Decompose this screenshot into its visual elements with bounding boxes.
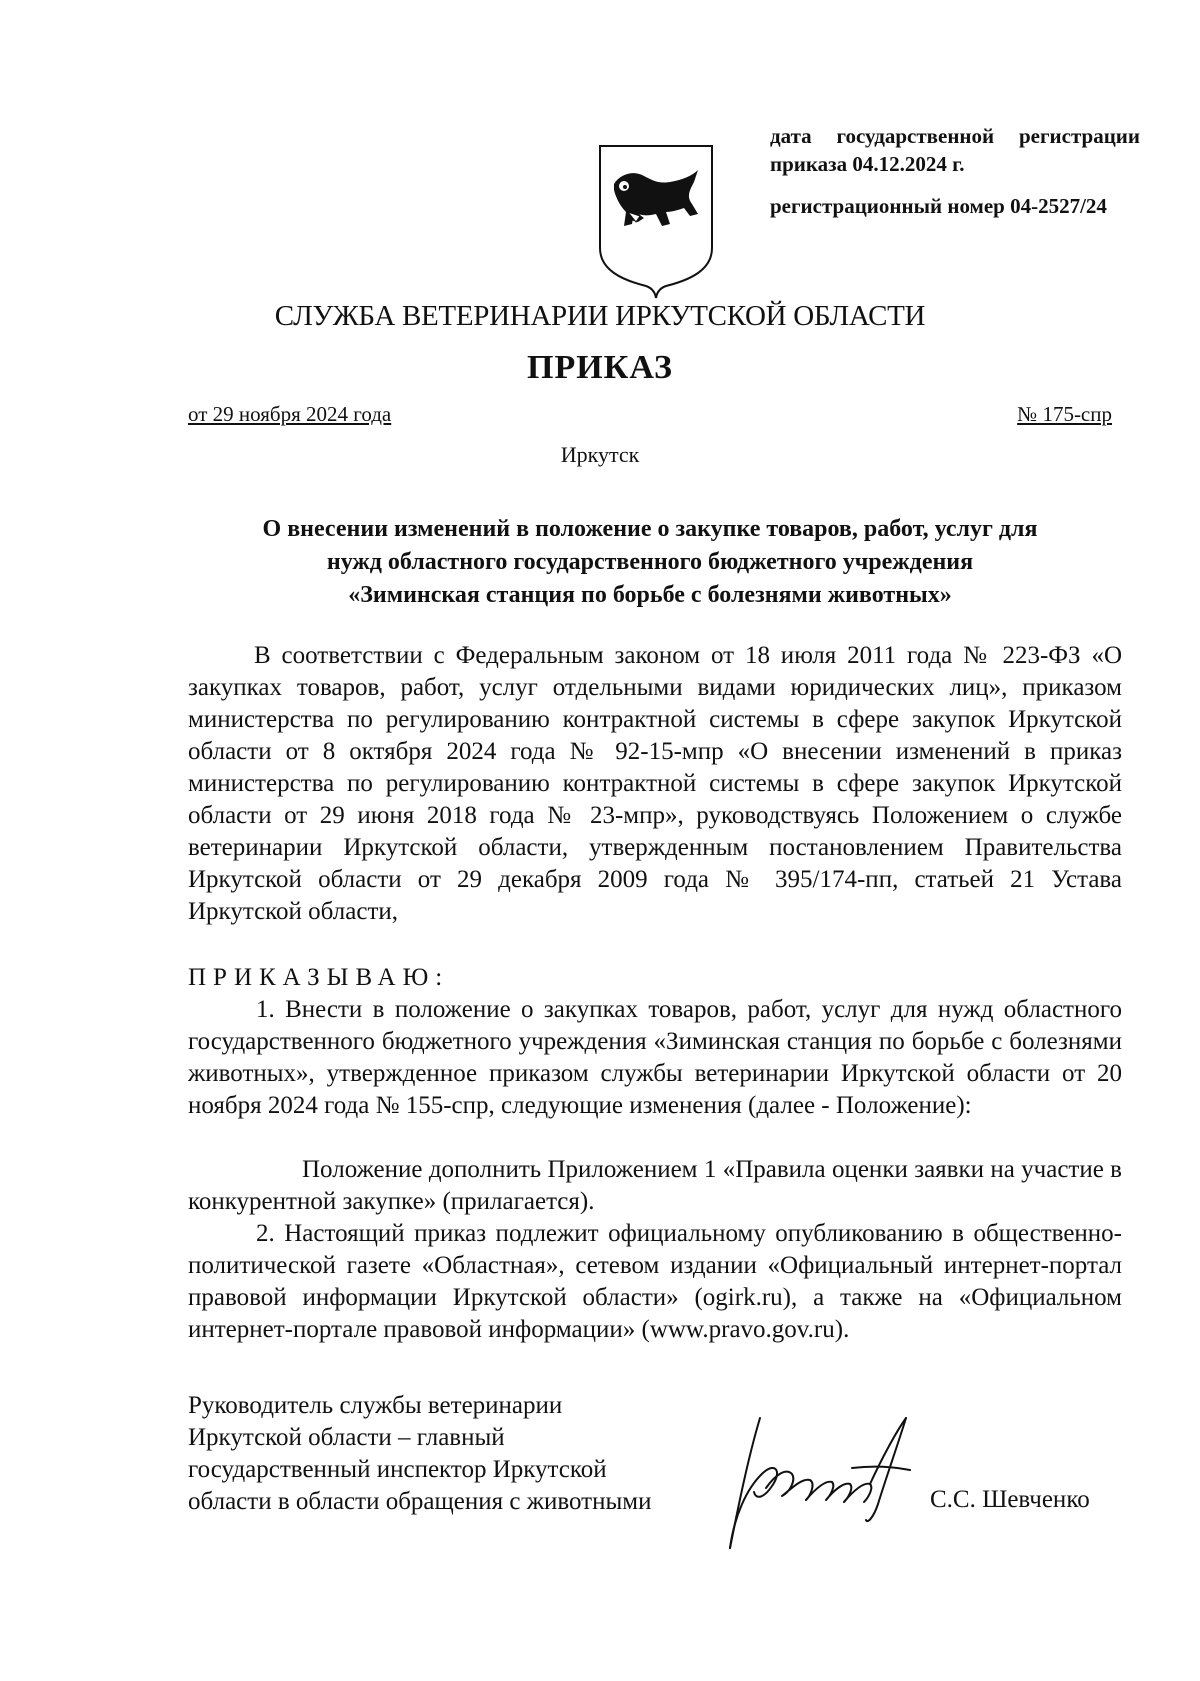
registration-date-label: дата государственной регистрации	[770, 124, 1140, 148]
signer-position-line-3: государственный инспектор Иркутской	[188, 1456, 607, 1483]
signer-name: С.С. Шевченко	[930, 1486, 1090, 1513]
document-type: ПРИКАЗ	[527, 349, 673, 386]
subject-line-1: О внесении изменений в положение о закупке товаров, работ, услуг для	[262, 516, 1038, 542]
order-item-1-text: 1. Внести в положение о закупках товаров, работ, услуг для нужд областного государственного бюджетного учреждения «Зиминская станция по борьбе с болезнями животных», утвержденное приказом службы ветеринарии Иркутской области от 20 ноября 2024 года № 155-спр, следующие изменения (далее - Положение):	[188, 996, 1122, 1119]
order-item-2-text: 2. Настоящий приказ подлежит официальному опубликованию в общественно-политической газете «Областная», сетевом издании «Официальный интернет-портал правовой информации Иркутской области» (ogirk.ru), а также на «Официальном интернет-портале правовой информации» (www.pravo.gov.ru).	[188, 1220, 1122, 1343]
decree-word: ПРИКАЗЫВАЮ:	[188, 964, 450, 991]
handwritten-signature-icon	[720, 1408, 930, 1558]
registration-order-date: приказа 04.12.2024 г.	[770, 152, 965, 176]
signer-position	[188, 1390, 708, 1518]
order-item-1-addition	[188, 1154, 1122, 1218]
subject-line-3: «Зиминская станция по борьбе с болезнями животных»	[348, 582, 952, 608]
order-item-1-addition-text: Положение дополнить Приложением 1 «Правила оценки заявки на участие в конкурентной закупке» (прилагается).	[188, 1156, 1122, 1215]
order-date: от 29 ноября 2024 года	[188, 402, 392, 426]
order-subject	[180, 513, 1120, 612]
order-item-1	[188, 994, 1122, 1122]
irkutsk-coat-of-arms-icon	[594, 140, 718, 300]
preamble-text: В соответствии с Федеральным законом от 18 июля 2011 года № 223-ФЗ «О закупках товаров, работ, услуг отдельными видами юридических лиц», приказом министерства по регулированию контрактной системы в сфере закупок Иркутской области от 8 октября 2024 года № 92-15-мпр «О внесении изменений в приказ министерства по регулированию контрактной системы в сфере закупок Иркутской области от 29 июня 2018 года № 23-мпр», руководствуясь Положением о службе ветеринарии Иркутской области, утвержденным постановлением Правительства Иркутской области от 29 декабря 2009 года № 395/174-пп, статьей 21 Устава Иркутской области,	[188, 642, 1122, 925]
signer-position-line-4: области в области обращения с животными	[188, 1488, 652, 1515]
order-city: Иркутск	[560, 442, 640, 467]
signer-position-line-1: Руководитель службы ветеринарии	[188, 1392, 563, 1419]
subject-line-2: нужд областного государственного бюджетного учреждения	[326, 549, 974, 575]
order-number: № 175-спр	[1017, 402, 1112, 426]
registration-stamp	[770, 122, 1140, 220]
order-item-2	[188, 1218, 1122, 1346]
organization-name: СЛУЖБА ВЕТЕРИНАРИИ ИРКУТСКОЙ ОБЛАСТИ	[274, 300, 926, 332]
preamble	[188, 640, 1122, 928]
registration-number: регистрационный номер 04-2527/24	[770, 194, 1107, 218]
signer-position-line-2: Иркутской области – главный	[188, 1424, 505, 1451]
